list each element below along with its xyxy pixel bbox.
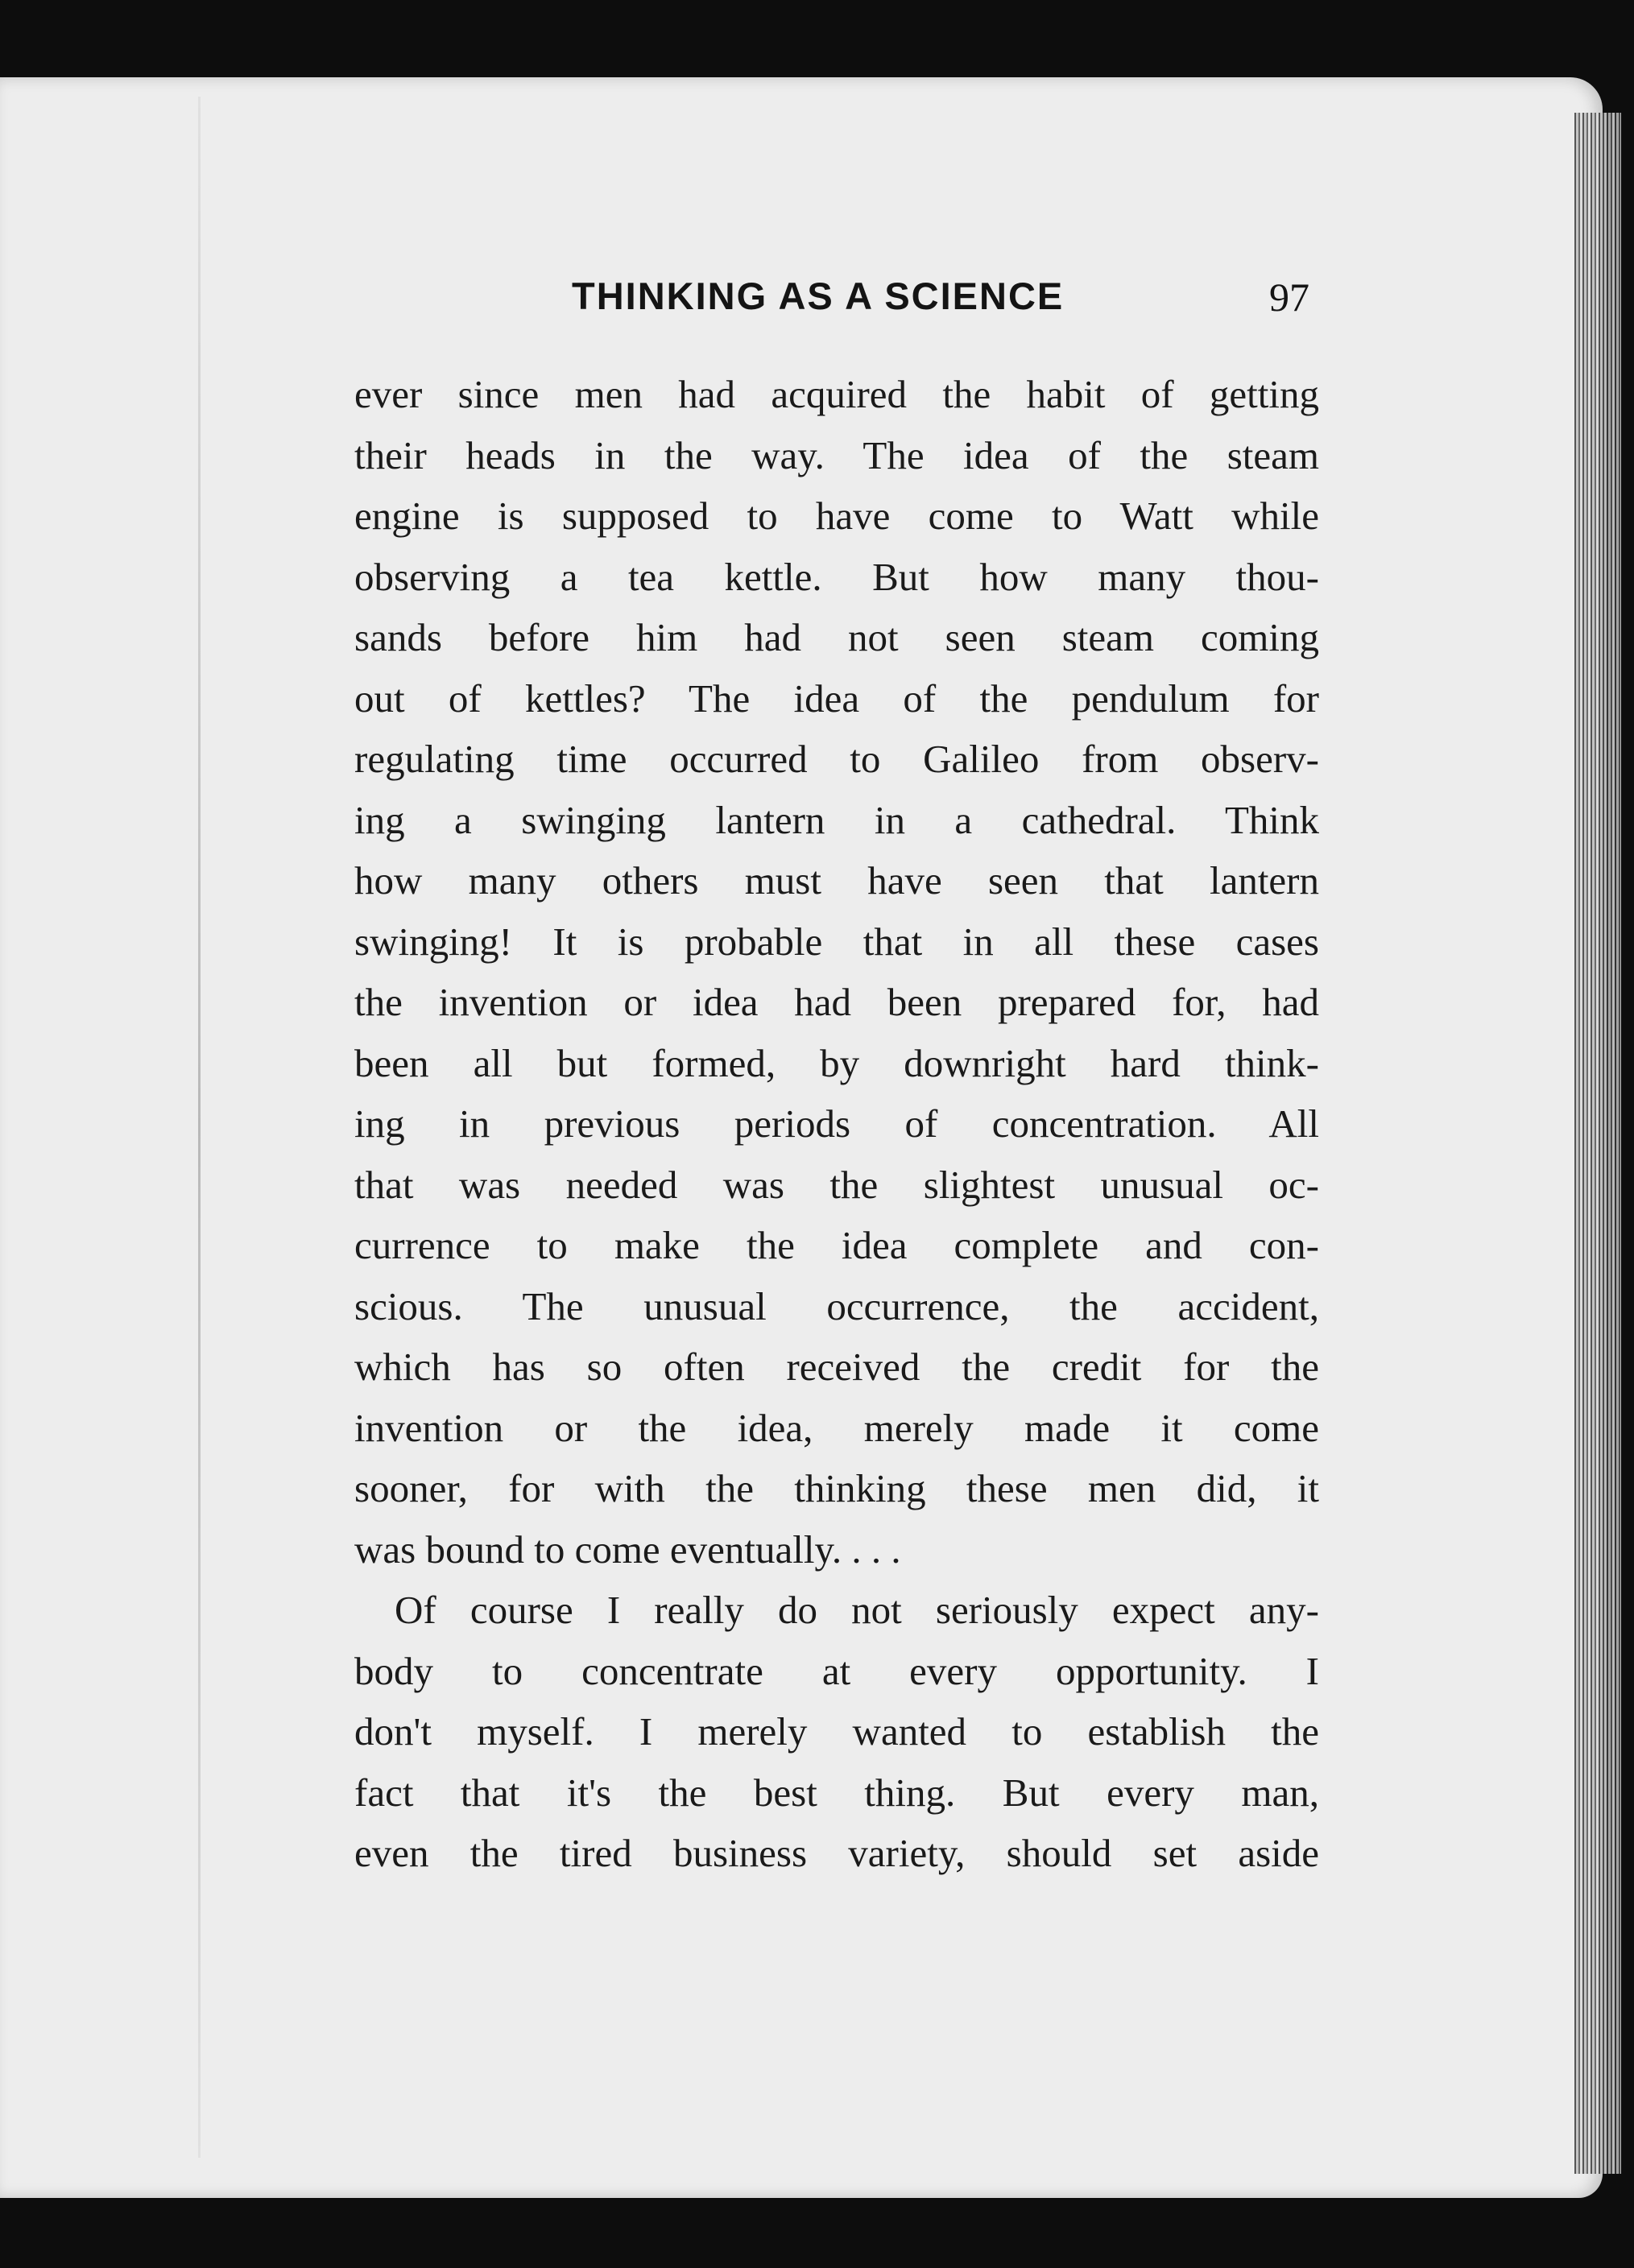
text-line: observing a tea kettle. But how many thou- [354,554,1319,599]
text-line: been all but formed, by downright hard think- [354,1040,1319,1085]
text-line: even the tired business variety, should set aside [354,1831,1319,1875]
text-line: invention or the idea, merely made it come [354,1405,1319,1450]
text-line: the invention or idea had been prepared for, had [354,980,1319,1024]
page-edge-stack [1574,113,1621,2174]
text-line: currence to make the idea complete and con- [354,1223,1319,1267]
text-line: was bound to come eventually. . . . [354,1526,901,1572]
text-line: ing a swinging lantern in a cathedral. Think [354,797,1319,842]
text-line: their heads in the way. The idea of the steam [354,432,1319,477]
text-line: regulating time occurred to Galileo from observ- [354,737,1319,781]
text-line: Of course I really do not seriously expect any- [395,1588,1319,1632]
running-head [354,274,1321,338]
text-line: sands before him had not seen steam coming [354,615,1319,659]
text-line: that was needed was the slightest unusual oc- [354,1162,1319,1207]
text-line: scious. The unusual occurrence, the accident, [354,1283,1319,1328]
body-text [354,364,1319,1884]
page-number: 97 [1269,275,1309,320]
paragraph-2 [354,1580,1319,1884]
text-line: out of kettles? The idea of the pendulum for [354,675,1319,721]
text-line: ing in previous periods of concentration. All [354,1101,1319,1146]
text-line: how many others must have seen that lantern [354,858,1319,903]
text-line: which has so often received the credit for the [354,1345,1319,1389]
text-line: don't myself. I merely wanted to establish the [354,1709,1319,1754]
text-line: sooner, for with the thinking these men did, it [354,1466,1319,1510]
text-line: ever since men had acquired the habit of getting [354,372,1319,416]
text-line: fact that it's the best thing. But every man, [354,1770,1319,1815]
text-line: swinging! It is probable that in all these cases [354,919,1319,964]
page-gutter-shadow [198,97,201,2158]
paragraph-1 [354,364,1319,1580]
text-line: body to concentrate at every opportunity. I [354,1648,1319,1693]
text-line: engine is supposed to have come to Watt while [354,494,1319,538]
running-title: THINKING AS A SCIENCE [572,275,1065,317]
